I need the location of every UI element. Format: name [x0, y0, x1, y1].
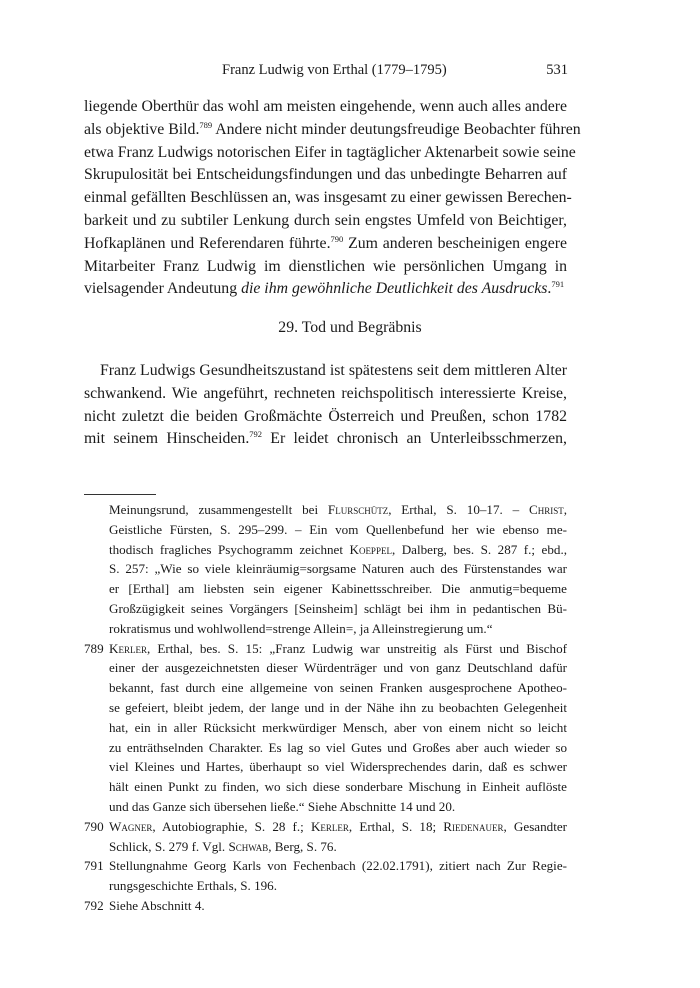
footnote-text: , Berg, S. 76.	[268, 838, 337, 854]
footnote-number: 789	[84, 640, 104, 656]
author-name: Kerler	[109, 640, 147, 656]
footnote-line	[84, 500, 567, 520]
footnote-line	[84, 599, 567, 619]
body-line: etwa Franz Ludwigs notorischen Eifer in tagtäglicher Aktenarbeit sowie seine	[84, 143, 576, 161]
footnote-number: 790	[84, 818, 104, 834]
section-heading: 29. Tod und Begräbnis	[278, 319, 422, 336]
body-line: als objektive Bild.$^{789}$ Andere nicht minder deutungsfreudige Beobachter führen	[84, 119, 581, 138]
footnote-text: rungsgeschichte Erthals, S. 196.	[109, 878, 278, 894]
body-line: Franz Ludwigs Gesundheitszustand ist spätestens seit dem mittleren Alter	[100, 362, 567, 379]
footnote-line	[84, 876, 567, 896]
footnote-text: , Autobiographie, S. 28 f.;	[152, 818, 311, 834]
running-title: Franz Ludwig von Erthal (1779–1795)	[222, 62, 447, 78]
footnote-line	[84, 738, 567, 758]
footnote-text: ,	[563, 502, 567, 517]
body-line: mit seinem Hinscheiden.$^{792}$ Er leidet chronisch an Unterleibsschmerzen,	[84, 429, 568, 448]
footnote-text: , Erthal, S. 10–17. –	[388, 502, 529, 517]
footnote-number: 792	[84, 897, 104, 913]
footnote-line	[84, 757, 567, 777]
footnote-text: Stellungnahme Georg Karls von Fechenbach (22.02.1791), zitiert nach Zur Regie-	[109, 858, 567, 874]
body-line: Mitarbeiter Franz Ludwig im dienstlichen wie persönlichen Umgang in	[84, 257, 567, 275]
footnote-text: viel Kleines und Hartes, überhaupt so viel Widersprechendes darin, daß es schwer	[109, 759, 567, 775]
author-name: Koeppel	[349, 541, 392, 557]
body-line: nicht zuletzt die beiden Großmächte Österreich und Preußen, schon 1782	[84, 407, 567, 425]
body-line: barkeit und zu subtiler Lenkung durch sein engstes Umfeld von Beichtiger,	[84, 211, 567, 229]
author-name: Christ	[528, 502, 564, 517]
footnote-ref: 791	[551, 279, 565, 290]
footnote-line	[84, 837, 567, 857]
footnote-text: S. 257: „Wie so viele kleinräumig=sorgsame Naturen auch des Fürstenstandes war	[109, 561, 567, 577]
author-name: Schwab	[228, 838, 269, 854]
footnote-text: einer der ausgezeichnetsten dieser Würdenträger und von ganz Deutschland dafür	[109, 660, 567, 676]
footnote-line	[84, 540, 567, 560]
footnote-text: , Dalberg, bes. S. 287 f.; ebd.,	[391, 541, 567, 557]
footnote-rule	[84, 494, 156, 495]
footnote-line	[84, 698, 567, 718]
footnote-number: 791	[84, 858, 104, 874]
footnote-line	[84, 678, 567, 698]
body-line: schwankend. Wie angeführt, rechneten reichspolitisch interessierte Kreise,	[84, 384, 567, 402]
footnote-text: , Gesandter	[503, 818, 567, 834]
running-head	[0, 62, 700, 82]
body-paragraph-bottom	[84, 360, 567, 451]
footnote-text: rokratismus und wohlwollend=strenge Allein=, ja Alleinstregierung um.“	[109, 620, 493, 636]
footnote-text: zu enträthselnden Charakter. Es lag so viel Gutes und Großes aber auch wieder so	[109, 739, 567, 755]
footnote-text: Geistliche Fürsten, S. 295–299. – Ein vom Quellenbefund her wie ebenso me-	[109, 521, 567, 537]
footnote-line	[84, 579, 567, 599]
footnote-text: hält einen Punkt zu finden, wo sich diese sonderbare Mischung in Einheit auflöste	[109, 779, 567, 795]
body-line: Skrupulosität bei Entscheidungsfindungen und das unbedingte Beharren auf	[84, 166, 567, 184]
footnote-text: Siehe Abschnitt 4.	[109, 897, 205, 913]
footnote-line	[84, 817, 567, 837]
body-line: liegende Oberthür das wohl am meisten eingehende, wenn auch alles andere	[84, 98, 567, 115]
footnote-text: er [Erthal] am liebsten sein eigener Kabinettsschreiber. Die anmutig=bequeme	[109, 581, 567, 597]
footnotes	[84, 500, 567, 916]
body-line: einmal gefällten Beschlüssen an, was insgesamt zu einer gewissen Berechen-	[84, 189, 572, 207]
footnote-line	[84, 856, 567, 876]
italic-quote: die ihm gewöhnliche Deutlichkeit des Ausdrucks	[241, 280, 548, 298]
footnote-text: thodisch fragliches Psychogramm zeichnet	[109, 541, 350, 557]
author-name: Kerler	[310, 818, 349, 834]
footnote-line	[84, 520, 567, 540]
footnote-ref: 792	[249, 429, 263, 440]
footnote-text: und das Ganze sich übersehen ließe.“ Siehe Abschnitte 14 und 20.	[109, 798, 456, 814]
footnote-text: , Erthal, S. 18;	[348, 818, 444, 834]
footnote-line	[84, 619, 567, 639]
author-name: Wagner	[109, 818, 153, 834]
footnote-line	[84, 639, 567, 659]
footnote-ref: 789	[199, 119, 213, 130]
footnote-line	[84, 797, 567, 817]
footnote-line	[84, 658, 567, 678]
footnote-line	[84, 777, 567, 797]
footnote-text: Meinungsrund, zusammengestellt bei	[109, 502, 328, 517]
author-name: Flurschütz	[327, 502, 389, 517]
footnote-text: Schlick, S. 279 f. Vgl.	[109, 838, 229, 854]
page-number: 531	[546, 62, 568, 78]
footnote-text: , Erthal, bes. S. 15: „Franz Ludwig war unstreitig als Fürst und Bischof	[146, 640, 567, 656]
author-name: Riedenauer	[443, 818, 504, 834]
footnote-text: bekannt, fast durch eine allgemeine von seinen Franken ausgesprochene Apotheo-	[109, 680, 567, 696]
body-paragraph-top	[84, 96, 581, 301]
footnote-text: se gefeiert, bleibt jedem, der lange und in der Nähe ihn zu beobachten Gelegenheit	[109, 699, 567, 715]
body-line: Hofkaplänen und Referendaren führte.$^{790}$ Zum anderen bescheinigen engere	[84, 233, 567, 252]
footnote-line	[84, 718, 567, 738]
footnote-ref: 790	[330, 233, 344, 244]
footnote-text: Großzügigkeit seines Vorgängers [Seinsheim] schlägt bei ihm in pedantischen Bü-	[109, 600, 567, 616]
footnote-text: hat, ein in aller Rücksicht merkwürdiger Mensch, aber von einem nicht so leicht	[109, 719, 567, 735]
footnote-line	[84, 896, 567, 916]
footnote-line	[84, 559, 567, 579]
body-line: vielsagender Andeutung die ihm gewöhnliche Deutlichkeit des Ausdrucks.$^{791}$	[84, 279, 565, 298]
